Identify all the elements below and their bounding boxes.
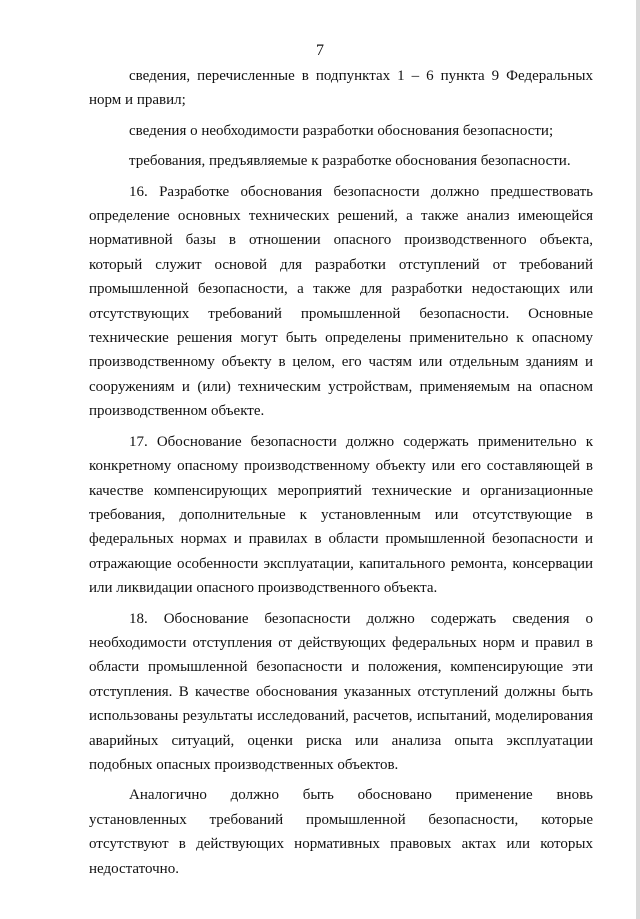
paragraph-list-item-2: сведения о необходимости разработки обоснования безопасности; [129, 122, 554, 139]
paragraph-list-item-3: требования, предъявляемые к разработке обоснования безопасности. [129, 153, 571, 170]
paragraph-17: 17. Обоснование безопасности должно содержать применительно к конкретному опасному производственному объекту или его составляющей в качестве компенсирующих мероприятий технические и организационные требования, дополнительные к установленным или отсутствующие в федеральных нормах и правилах в области промышленной безопасности и отражающие особенности эксплуатации, капитального ремонта, консервации или ликвидации опасного производственного объекта. [89, 433, 593, 597]
page-number: 7 [316, 42, 324, 59]
paragraph-list-item-1: сведения, перечисленные в подпунктах 1 – 6 пункта 9 Федеральных норм и правил; [89, 68, 593, 109]
paragraph-18-continuation: Аналогично должно быть обосновано применение вновь установленных требований промышленной безопасности, которые отсутствуют в действующих нормативных правовых актах или которых недостаточно. [89, 787, 593, 877]
paragraph-18: 18. Обоснование безопасности должно содержать сведения о необходимости отступления от действующих федеральных норм и правил в области промышленной безопасности и положения, компенсирующие эти отступления. В качестве обоснования указанных отступлений должны быть использованы результаты исследований, расчетов, испытаний, моделирования аварийных ситуаций, оценки риска или анализа опыта эксплуатации подобных опасных производственных объектов. [89, 610, 593, 773]
scan-edge [636, 0, 640, 919]
paragraph-16: 16. Разработке обоснования безопасности должно предшествовать определение основных технических решений, а также анализ имеющейся нормативной базы в отношении опасного производственного объекта, который служит основой для разработки отступлений от требований промышленной безопасности, а также для разработки недостающих или отсутствующих требований промышленной безопасности. Основные технические решения могут быть определены применительно к опасному производственному объекту в целом, его частям или отдельным зданиям и сооружениям и (или) техническим устройствам, применяемым на опасном производственном объекте. [89, 183, 593, 420]
document-body [89, 64, 593, 887]
